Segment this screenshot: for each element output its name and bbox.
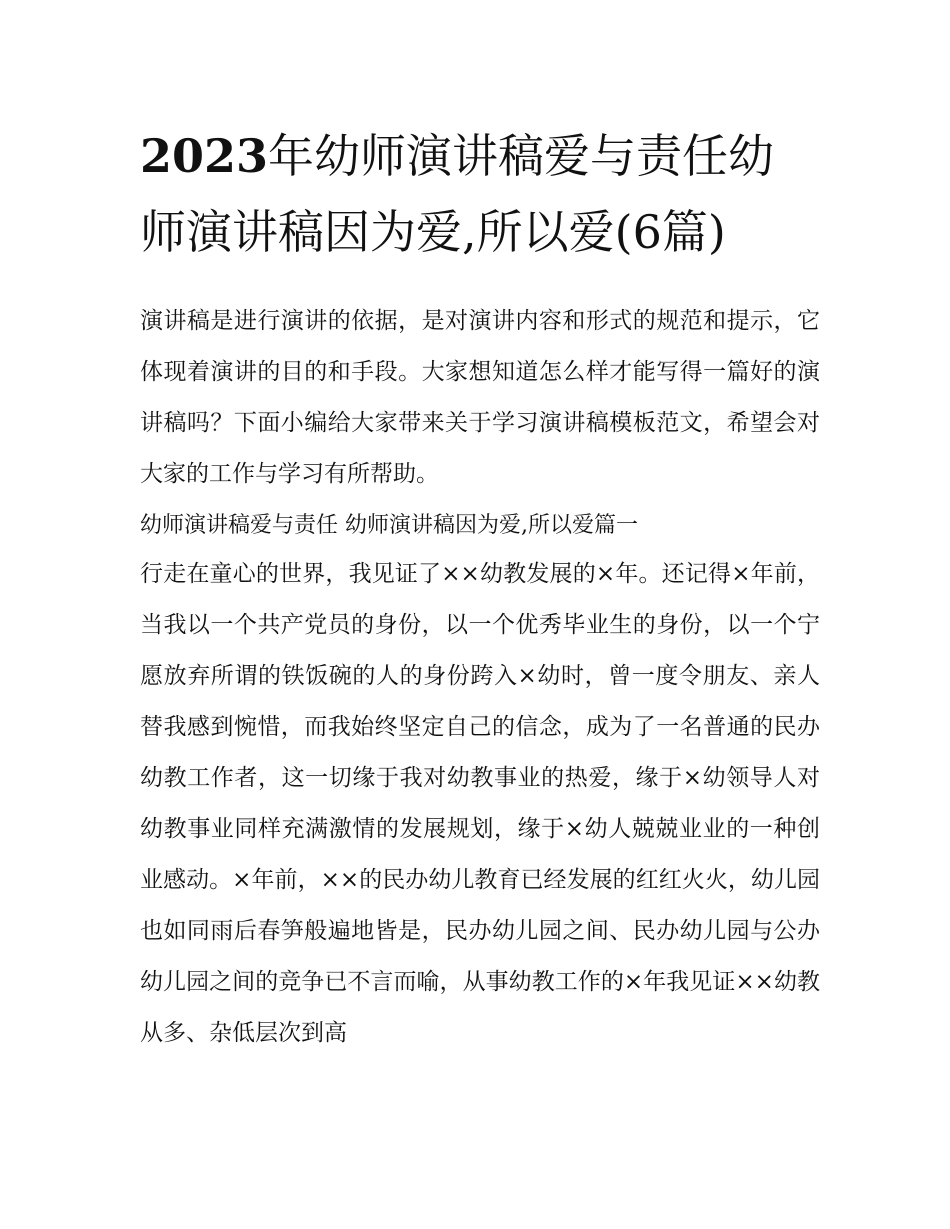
body-paragraph: 行走在童心的世界，我见证了××幼教发展的×年。还记得×年前，当我以一个共产党员的身份，以一个优秀毕业生的身份，以一个宁愿放弃所谓的铁饭碗的人的身份跨入×幼时，曾一度令朋友、亲人替我感到惋惜，而我始终坚定自己的信念，成为了一名普通的民办幼教工作者，这一切缘于我对幼教事业的热爱，缘于×幼领导人对幼教事业同样充满激情的发展规划，缘于×幼人兢兢业业的一种创业感动。×年前，××的民办幼儿教育已经发展的红红火火，幼儿园也如同雨后春笋般遍地皆是，民办幼儿园之间、民办幼儿园与公办幼儿园之间的竞争已不言而喻，从事幼教工作的×年我见证××幼教从多、杂低层次到高 [140, 561, 820, 1046]
title-text: 年幼师演讲稿爱与责任幼师演讲稿因为爱,所以爱(6篇) [140, 129, 775, 259]
document-page [140, 118, 820, 1059]
document-title [140, 118, 820, 270]
section-heading: 幼师演讲稿爱与责任 幼师演讲稿因为爱,所以爱篇一 [140, 513, 638, 538]
intro-paragraph: 演讲稿是进行演讲的依据，是对演讲内容和形式的规范和提示，它体现着演讲的目的和手段。大家想知道怎么样才能写得一篇好的演讲稿吗？下面小编给大家带来关于学习演讲稿模板范文，希望会对大家的工作与学习有所帮助。 [140, 308, 820, 487]
title-year: 2023 [140, 129, 269, 183]
